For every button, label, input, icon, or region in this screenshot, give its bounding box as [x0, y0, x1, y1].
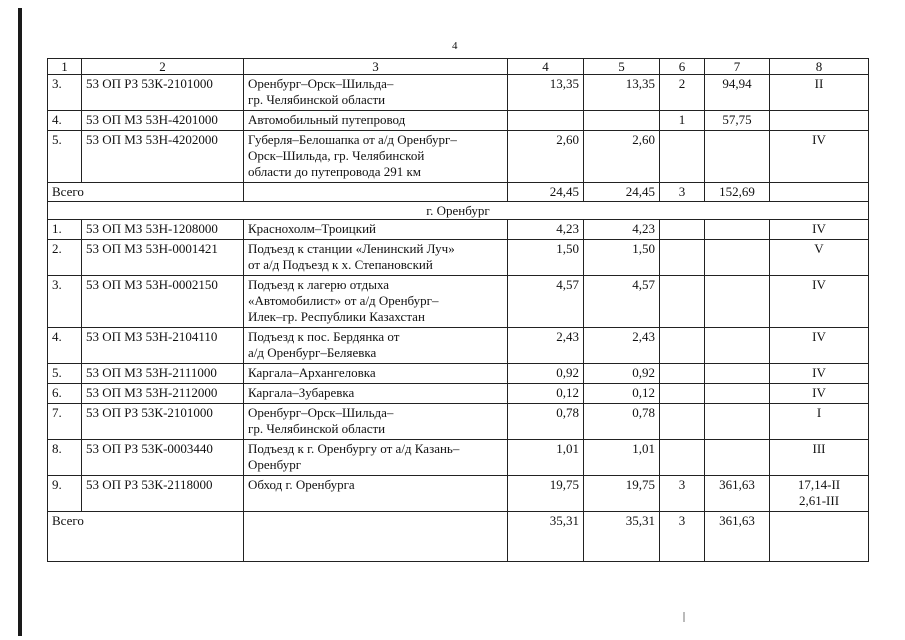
- length-paved: 0,78: [584, 404, 660, 440]
- table-row: [48, 131, 869, 183]
- row-number: 5.: [48, 131, 82, 183]
- length-paved: 2,60: [584, 131, 660, 183]
- header-cell: 3: [244, 59, 508, 75]
- bridge-count: 1: [660, 111, 705, 131]
- length-paved: 0,92: [584, 364, 660, 384]
- road-category-line: IV: [812, 221, 826, 236]
- row-number: 2.: [48, 240, 82, 276]
- total-length: 35,31: [508, 512, 584, 562]
- road-name-line: Оренбург–Орск–Шильда–: [248, 76, 394, 91]
- bridge-count: [660, 240, 705, 276]
- length-total: 4,57: [508, 276, 584, 328]
- road-name-line: Подъезд к лагерю отдыха: [248, 277, 390, 292]
- bridge-length: [705, 328, 770, 364]
- road-category: [770, 364, 869, 384]
- bridge-length: [705, 440, 770, 476]
- road-name-line: Каргала–Архангеловка: [248, 365, 376, 380]
- header-cell: 6: [660, 59, 705, 75]
- total-bridge-length: 152,69: [705, 183, 770, 202]
- bridge-length: [705, 364, 770, 384]
- bridge-count: [660, 440, 705, 476]
- road-name-line: Подъезд к г. Оренбургу от а/д Казань–: [248, 441, 460, 456]
- row-number: 4.: [48, 328, 82, 364]
- row-number: 9.: [48, 476, 82, 512]
- road-name-line: Обход г. Оренбурга: [248, 477, 355, 492]
- table-row: [48, 111, 869, 131]
- total-row: [48, 183, 869, 202]
- road-code: 53 ОП МЗ 53Н-2112000: [82, 384, 244, 404]
- road-name: [244, 328, 508, 364]
- scan-mark: [683, 612, 685, 622]
- road-category-line: IV: [812, 365, 826, 380]
- bridge-length: 361,63: [705, 476, 770, 512]
- road-name-line: Подъезд к станции «Ленинский Луч»: [248, 241, 455, 256]
- header-cell: 1: [48, 59, 82, 75]
- road-category-line: II: [814, 76, 824, 91]
- road-code: 53 ОП РЗ 53К-2118000: [82, 476, 244, 512]
- total-paved: 35,31: [584, 512, 660, 562]
- road-category: [770, 131, 869, 183]
- table-row: [48, 440, 869, 476]
- road-name-line: Автомобильный путепровод: [248, 112, 406, 127]
- bridge-count: 2: [660, 75, 705, 111]
- header-cell: 4: [508, 59, 584, 75]
- road-name: [244, 384, 508, 404]
- length-total: 0,78: [508, 404, 584, 440]
- length-total: 4,23: [508, 220, 584, 240]
- road-category: [770, 240, 869, 276]
- road-name-line: Краснохолм–Троицкий: [248, 221, 376, 236]
- bridge-count: [660, 328, 705, 364]
- table-row: [48, 240, 869, 276]
- length-total: 13,35: [508, 75, 584, 111]
- road-code: 53 ОП МЗ 53Н-2104110: [82, 328, 244, 364]
- road-code: 53 ОП МЗ 53Н-0002150: [82, 276, 244, 328]
- length-paved: 13,35: [584, 75, 660, 111]
- row-number: 1.: [48, 220, 82, 240]
- road-name: [244, 476, 508, 512]
- bridge-count: 3: [660, 476, 705, 512]
- row-number: 5.: [48, 364, 82, 384]
- header-cell: 8: [770, 59, 869, 75]
- total-label: Всего: [48, 183, 244, 202]
- length-paved: 1,50: [584, 240, 660, 276]
- total-paved: 24,45: [584, 183, 660, 202]
- road-category: [770, 276, 869, 328]
- road-category: [770, 476, 869, 512]
- row-number: 3.: [48, 276, 82, 328]
- total-length: 24,45: [508, 183, 584, 202]
- length-total: 19,75: [508, 476, 584, 512]
- length-total: 2,43: [508, 328, 584, 364]
- road-name: [244, 131, 508, 183]
- roads-table: [47, 58, 869, 562]
- road-name-line: гр. Челябинской области: [248, 421, 386, 436]
- road-category: [770, 111, 869, 131]
- bridge-count: [660, 276, 705, 328]
- length-paved: 0,12: [584, 384, 660, 404]
- road-name: [244, 364, 508, 384]
- section-title: г. Оренбург: [48, 202, 869, 220]
- table-row: [48, 220, 869, 240]
- table-row: [48, 404, 869, 440]
- bridge-length: 57,75: [705, 111, 770, 131]
- road-category: [770, 440, 869, 476]
- total-empty: [244, 512, 508, 562]
- table-row: [48, 276, 869, 328]
- road-code: 53 ОП МЗ 53Н-2111000: [82, 364, 244, 384]
- header-cell: 7: [705, 59, 770, 75]
- scan-edge: [18, 8, 22, 636]
- total-row: [48, 512, 869, 562]
- length-total: 1,01: [508, 440, 584, 476]
- road-category-line: IV: [812, 329, 826, 344]
- road-name: [244, 404, 508, 440]
- road-category: [770, 404, 869, 440]
- row-number: 4.: [48, 111, 82, 131]
- road-category-line: IV: [812, 277, 826, 292]
- road-name-line: а/д Оренбург–Беляевка: [248, 345, 377, 360]
- road-category-line: V: [814, 241, 824, 256]
- road-name-line: Илек–гр. Республики Казахстан: [248, 309, 425, 324]
- length-total: 0,12: [508, 384, 584, 404]
- length-paved: 2,43: [584, 328, 660, 364]
- road-name-line: Орск–Шильда, гр. Челябинской: [248, 148, 425, 163]
- row-number: 7.: [48, 404, 82, 440]
- road-name: [244, 440, 508, 476]
- length-paved: 19,75: [584, 476, 660, 512]
- road-name: [244, 75, 508, 111]
- length-paved: 1,01: [584, 440, 660, 476]
- table-row: [48, 384, 869, 404]
- header-cell: 2: [82, 59, 244, 75]
- row-number: 6.: [48, 384, 82, 404]
- bridge-length: 94,94: [705, 75, 770, 111]
- road-name: [244, 220, 508, 240]
- road-name-line: от а/д Подъезд к х. Степановский: [248, 257, 433, 272]
- total-bridges: 3: [660, 512, 705, 562]
- road-name-line: гр. Челябинской области: [248, 92, 386, 107]
- road-code: 53 ОП МЗ 53Н-1208000: [82, 220, 244, 240]
- header-row: [48, 59, 869, 75]
- road-name-line: Оренбург–Орск–Шильда–: [248, 405, 394, 420]
- bridge-length: [705, 276, 770, 328]
- row-number: 3.: [48, 75, 82, 111]
- road-category: [770, 220, 869, 240]
- page-number: 4: [452, 40, 458, 52]
- bridge-count: [660, 220, 705, 240]
- road-code: 53 ОП РЗ 53К-2101000: [82, 404, 244, 440]
- total-bridge-length: 361,63: [705, 512, 770, 562]
- road-category-line: III: [812, 441, 826, 456]
- table-row: [48, 364, 869, 384]
- road-category-line: 2,61-III: [798, 493, 840, 508]
- bridge-length: [705, 404, 770, 440]
- road-category: [770, 384, 869, 404]
- table-row: [48, 75, 869, 111]
- road-code: 53 ОП МЗ 53Н-0001421: [82, 240, 244, 276]
- road-category-line: 17,14-II: [797, 477, 841, 492]
- bridge-count: [660, 404, 705, 440]
- road-category-line: IV: [812, 132, 826, 147]
- total-bridges: 3: [660, 183, 705, 202]
- road-code: 53 ОП РЗ 53К-0003440: [82, 440, 244, 476]
- road-name-line: Губерля–Белошапка от а/д Оренбург–: [248, 132, 457, 147]
- road-code: 53 ОП РЗ 53К-2101000: [82, 75, 244, 111]
- length-total: 2,60: [508, 131, 584, 183]
- total-category: [770, 512, 869, 562]
- road-name: [244, 276, 508, 328]
- total-empty: [244, 183, 508, 202]
- road-category-line: IV: [812, 385, 826, 400]
- road-name: [244, 111, 508, 131]
- length-paved: [584, 111, 660, 131]
- bridge-length: [705, 220, 770, 240]
- total-label: Всего: [48, 512, 244, 562]
- length-total: 0,92: [508, 364, 584, 384]
- table-row: [48, 328, 869, 364]
- road-name: [244, 240, 508, 276]
- road-code: 53 ОП МЗ 53Н-4201000: [82, 111, 244, 131]
- bridge-count: [660, 364, 705, 384]
- road-name-line: Подъезд к пос. Бердянка от: [248, 329, 400, 344]
- length-paved: 4,57: [584, 276, 660, 328]
- road-name-line: Каргала–Зубаревка: [248, 385, 355, 400]
- length-paved: 4,23: [584, 220, 660, 240]
- length-total: [508, 111, 584, 131]
- road-category-line: I: [816, 405, 822, 420]
- road-category: [770, 328, 869, 364]
- total-category: [770, 183, 869, 202]
- road-category: [770, 75, 869, 111]
- road-name-line: «Автомобилист» от а/д Оренбург–: [248, 293, 439, 308]
- length-total: 1,50: [508, 240, 584, 276]
- bridge-length: [705, 384, 770, 404]
- bridge-length: [705, 131, 770, 183]
- row-number: 8.: [48, 440, 82, 476]
- table-row: [48, 476, 869, 512]
- road-name-line: области до путепровода 291 км: [248, 164, 422, 179]
- bridge-length: [705, 240, 770, 276]
- road-code: 53 ОП МЗ 53Н-4202000: [82, 131, 244, 183]
- section-row: [48, 202, 869, 220]
- bridge-count: [660, 131, 705, 183]
- header-cell: 5: [584, 59, 660, 75]
- road-name-line: Оренбург: [248, 457, 302, 472]
- bridge-count: [660, 384, 705, 404]
